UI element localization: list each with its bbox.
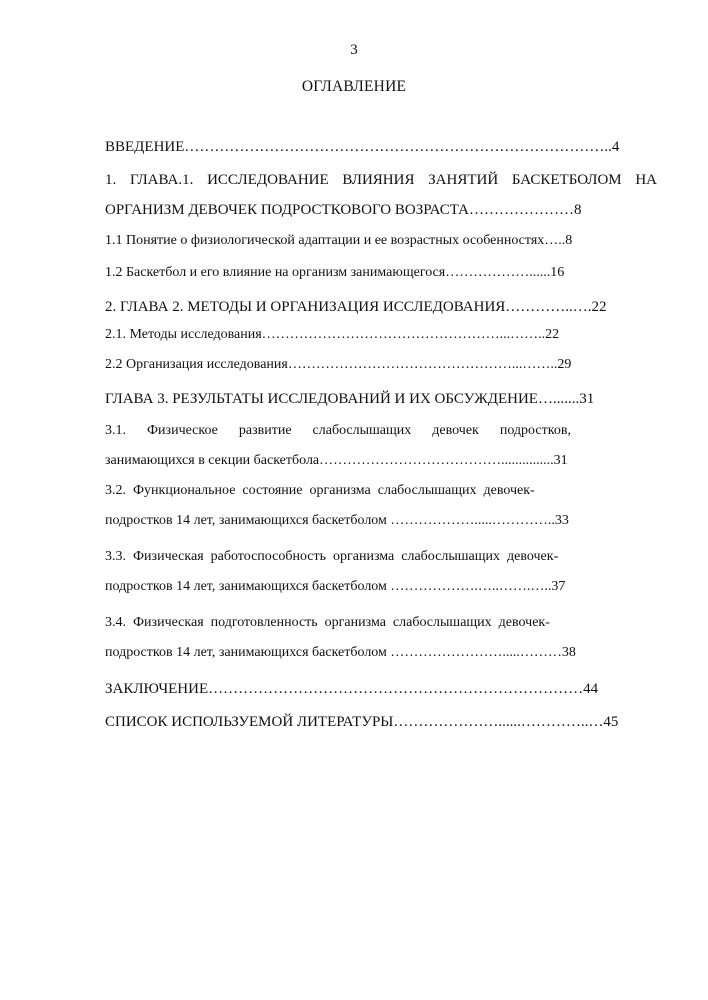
toc-entry-3-2[interactable]: [105, 482, 657, 530]
toc-entry-conclusion[interactable]: [105, 680, 657, 698]
toc-line: 1.2 Баскетбол и его влияние на организм занимающегося………………......16: [105, 265, 565, 280]
toc-line: ВВЕДЕНИЕ…………………………………………………………………………..4: [105, 139, 620, 155]
toc-line: 2. ГЛАВА 2. МЕТОДЫ И ОРГАНИЗАЦИЯ ИССЛЕДОВАНИЯ…………..….22: [105, 299, 607, 315]
toc-line: 2.1. Методы исследования……………………………………………...……..22: [105, 327, 560, 342]
toc-line: 3.3. Физическая работоспособность организма слабослышащих девочек-: [105, 549, 559, 564]
toc-line: подростков 14 лет, занимающихся баскетболом …………………….....………38: [105, 645, 576, 660]
toc-entry-chapter-1[interactable]: [105, 171, 657, 219]
toc-line: ОРГАНИЗМ ДЕВОЧЕК ПОДРОСТКОВОГО ВОЗРАСТА…………………8: [105, 202, 582, 218]
toc-line: подростков 14 лет, занимающихся баскетболом ……………….…..…….…..37: [105, 579, 566, 594]
toc-entry-2-1[interactable]: [105, 326, 657, 344]
toc-line: 3.2. Функциональное состояние организма слабослышащих девочек-: [105, 483, 535, 498]
toc-entry-chapter-2[interactable]: [105, 298, 657, 316]
page-number: 3: [350, 42, 358, 58]
toc-entry-introduction[interactable]: [105, 138, 657, 156]
toc-entry-references[interactable]: [105, 713, 657, 731]
toc-line: 1. ГЛАВА.1. ИССЛЕДОВАНИЕ ВЛИЯНИЯ ЗАНЯТИЙ БАСКЕТБОЛОМ НА: [105, 172, 657, 188]
toc-line: 2.2 Организация исследования…………………………………………...……..29: [105, 357, 572, 372]
toc-title: ОГЛАВЛЕНИЕ: [301, 78, 407, 95]
toc-line: 3.4. Физическая подготовленность организма слабослышащих девочек-: [105, 615, 550, 630]
toc-entry-3-1[interactable]: [105, 422, 657, 470]
toc-entry-chapter-3[interactable]: [105, 390, 657, 408]
table-of-contents: [105, 138, 657, 731]
toc-entry-1-2[interactable]: [105, 264, 657, 282]
toc-line: 1.1 Понятие о физиологической адаптации и ее возрастных особенностях…..8: [105, 233, 573, 248]
toc-entry-3-3[interactable]: [105, 548, 657, 596]
toc-entry-2-2[interactable]: [105, 356, 657, 374]
toc-line: занимающихся в секции баскетбола…………………………………...............31: [105, 453, 568, 468]
toc-line: СПИСОК ИСПОЛЬЗУЕМОЙ ЛИТЕРАТУРЫ…………………......…………..…45: [105, 714, 619, 730]
toc-entry-1-1[interactable]: [105, 232, 657, 250]
toc-line: ЗАКЛЮЧЕНИЕ…………………………………………………………………44: [105, 681, 599, 697]
toc-line: подростков 14 лет, занимающихся баскетболом ……………….....…………..33: [105, 513, 569, 528]
toc-line: 3.1. Физическое развитие слабослышащих девочек подростков,: [105, 423, 571, 438]
toc-entry-3-4[interactable]: [105, 614, 657, 662]
toc-line: ГЛАВА 3. РЕЗУЛЬТАТЫ ИССЛЕДОВАНИЙ И ИХ ОБСУЖДЕНИЕ….......31: [105, 391, 595, 407]
